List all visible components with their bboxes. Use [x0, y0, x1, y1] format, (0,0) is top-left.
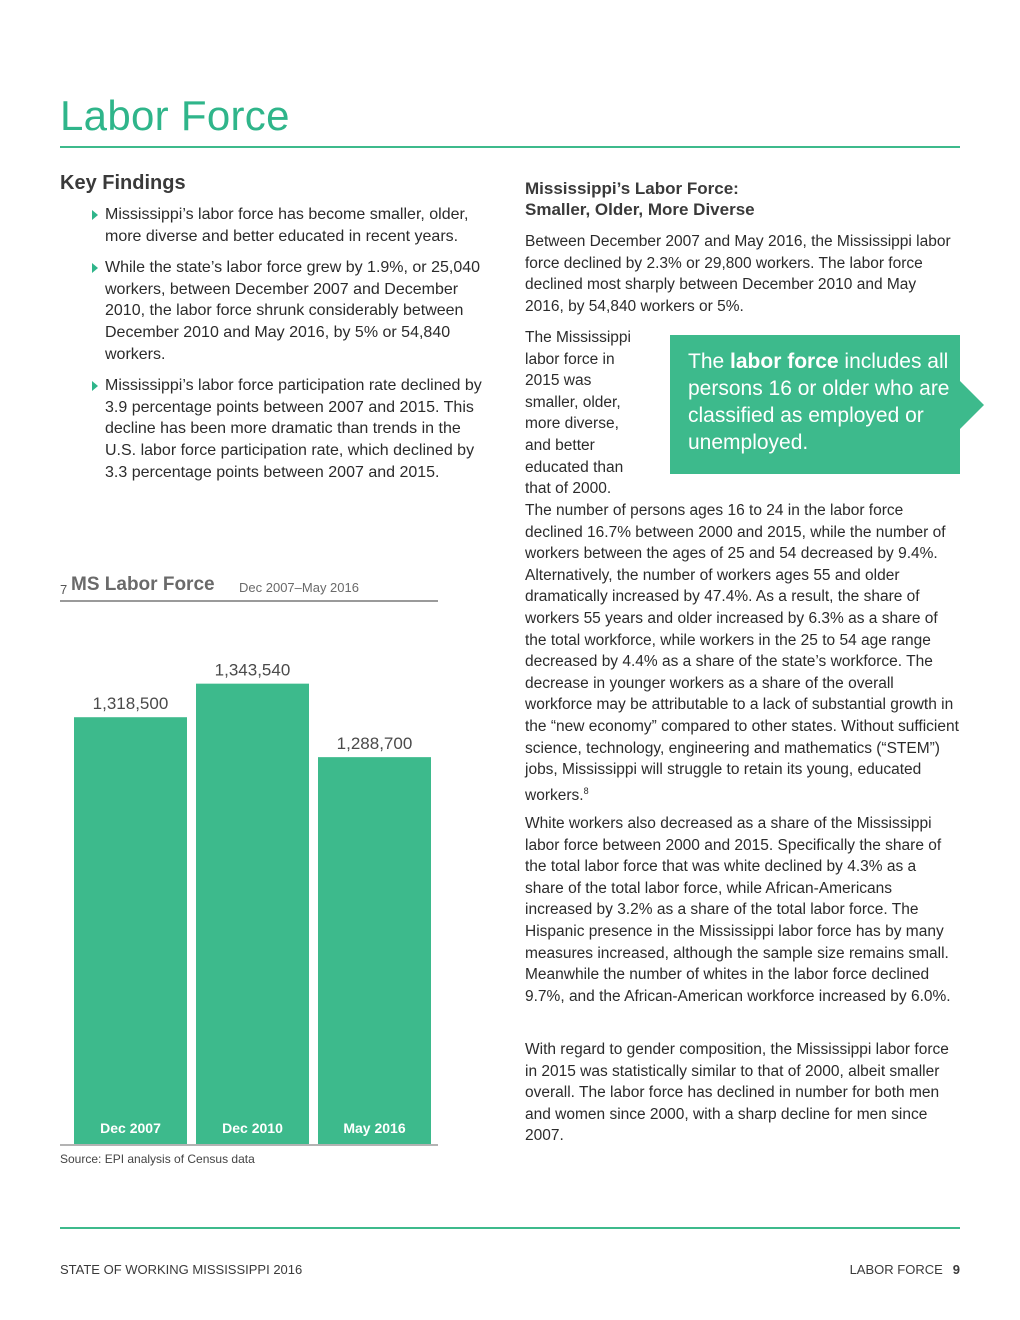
chart-header — [60, 574, 438, 600]
bar-value-label: 1,318,500 — [92, 694, 169, 714]
footer-section-label: LABOR FORCE — [849, 1262, 943, 1277]
key-findings-title: Key Findings — [60, 172, 186, 194]
bullet-triangle-icon — [92, 381, 98, 391]
key-finding-item — [92, 204, 496, 247]
chart-title: MS Labor Force — [71, 574, 215, 595]
article-paragraph: The Mississippi labor force in 2015 was smaller, older, more diverse, and better educated than that of 2000. — [525, 329, 631, 498]
chart-source: Source: EPI analysis of Census data — [60, 1152, 255, 1166]
footer-rule — [60, 1227, 960, 1229]
bar-may-2016 — [318, 757, 431, 1144]
bullet-triangle-icon — [92, 263, 98, 273]
article-heading-line: Smaller, Older, More Diverse — [525, 200, 755, 219]
key-finding-item — [92, 257, 496, 365]
callout-text — [688, 348, 960, 456]
bullet-triangle-icon — [92, 210, 98, 220]
chart-number: 7 — [60, 582, 68, 597]
bar-category-label: May 2016 — [343, 1120, 406, 1136]
article-paragraph: With regard to gender composition, the Mississippi labor force in 2015 was statistically similar to that of 2000, albeit smaller overall. The labor force has declined in number for both men and women since 2000, with a sharp decline for men since 2007. — [525, 1041, 949, 1145]
key-finding-item — [92, 375, 496, 483]
article-paragraph: Between December 2007 and May 2016, the Mississippi labor force declined by 2.3% or 29,800 workers. The labor force declined most sharply between December 2010 and May 2016, by 54,840 workers or 5%. — [525, 233, 951, 315]
key-findings-list — [92, 204, 496, 493]
article-paragraph-text: The number of persons ages 16 to 24 in the labor force declined 16.7% between 2000 and 2015, while the number of workers between the ages of 25 and 54 decreased by 9.4%. Alternatively, the number of workers ages 55 and older dramatically increased by 47.4%. As a result, the share of workers 55 years and older increased by 6.3% as a share of the total workforce, while workers in the 25 to 54 age range decreased by 4.4% as a share of the state’s workforce. The decrease in younger workers as a share of the overall workforce may be attributable to a lack of substantial growth in the “new economy” compared to other states. Without sufficient science, technology, engineering and mathematics (“STEM”) jobs, Mississippi will struggle to retain its young, educated workers. — [525, 502, 959, 804]
callout-term: labor force — [730, 350, 839, 373]
chart-subtitle: Dec 2007–May 2016 — [239, 580, 359, 595]
bar-chart — [60, 620, 438, 1148]
bar-category-label: Dec 2007 — [100, 1120, 161, 1136]
article-heading-line: Mississippi’s Labor Force: — [525, 179, 739, 198]
callout-text-after: includes all persons 16 or older who are classified as employed or unemployed. — [688, 350, 950, 454]
key-finding-text: While the state’s labor force grew by 1.9%, or 25,040 workers, between December 2007 and December 2010, the labor force shrunk considerably between December 2010 and May 2016, by 5% or 54,840 workers. — [105, 259, 481, 363]
page-number: 9 — [952, 1262, 960, 1277]
callout-text-before: The — [688, 350, 731, 373]
chart-header-rule — [60, 600, 438, 602]
footnote-marker: 8 — [583, 785, 589, 796]
key-finding-text: Mississippi’s labor force participation rate declined by 3.9 percentage points between 2007 and 2015. This decline has been more dramatic than trends in the U.S. labor force participation rate, which declined by 3.3 percentage points between 2007 and 2015. — [105, 377, 482, 481]
footer-publication: STATE OF WORKING MISSISSIPPI 2016 — [60, 1262, 303, 1277]
bar-value-label: 1,343,540 — [214, 660, 291, 680]
article-heading — [525, 178, 955, 220]
bar-category-label: Dec 2010 — [222, 1120, 283, 1136]
page-title: Labor Force — [60, 92, 290, 139]
bar-dec-2007 — [74, 717, 187, 1144]
footer-section — [850, 1262, 960, 1277]
article-paragraph: White workers also decreased as a share of the Mississippi labor force between 2000 and 2015. Specifically the share of the total labor force that was white declined by 4.3% as a share of the total labor force, while African-Americans increased by 3.2% as a share of the total labor force. The Hispanic presence in the Mississippi labor force has by many measures increased, although the sample size remains small. Meanwhile the number of whites in the labor force declined 9.7%, and the African-American workforce increased by 6.0%. — [525, 815, 951, 1005]
header-rule — [60, 146, 960, 148]
bar-dec-2010 — [196, 684, 309, 1144]
article-paragraph — [525, 500, 961, 806]
definition-callout — [670, 335, 960, 474]
key-finding-text: Mississippi’s labor force has become smaller, older, more diverse and better educated in recent years. — [105, 206, 469, 245]
bar-value-label: 1,288,700 — [336, 734, 413, 754]
